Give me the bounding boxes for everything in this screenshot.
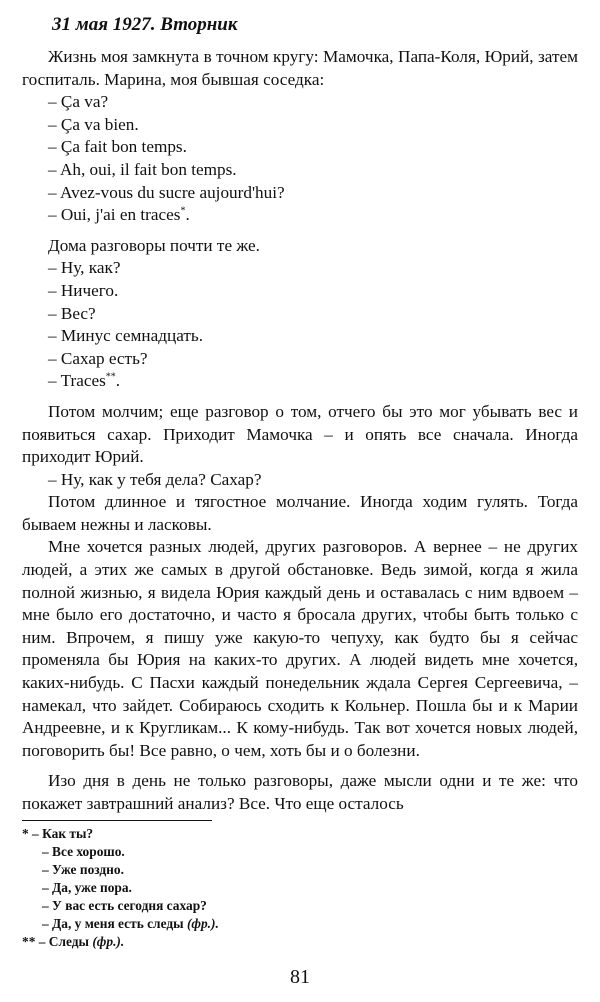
footnote-2-marker: ** – (22, 933, 46, 949)
paragraph-people: Мне хочется разных людей, других разговоров. А вернее – не других людей, а этих же самых в другой обстановке. Ведь зимой, когда я жила полной жизнью, я видела Юрия каждый день и оставалась с ним вдвоем – мне было его достаточно, и часто я бросала других, чтобы быть только с ним. Впрочем, я пишу уже какую-то чепуху, как будто бы я сейчас променяла бы Юрия на каких-то других. А людей видеть мне хочется, каких-нибудь. С Пасхи каждый понедельник ждала Сергея Сергеевича, – намекал, что зайдет. Собираюсь сходить к Кольнер. Пошла бы и к Марии Андреевне, и к Кругликам... К кому-нибудь. Так вот хочется новых людей, поговорить бы! Все равно, о чем, хоть бы и о болезни. (22, 537, 578, 760)
footnote-1-last (22, 915, 578, 933)
paragraph-analysis: Изо дня в день не только разговоры, даже мысли одни и те же: что покажет завтрашний анализ? Все. Что еще осталось (22, 771, 578, 813)
footnote-1-line: – Да, у меня есть следы (42, 915, 184, 931)
footnote-1-language: (фр.). (186, 915, 219, 931)
footnote-1-first (22, 825, 578, 843)
book-page (22, 12, 578, 992)
footnote-1-marker: * – (22, 825, 39, 841)
footnote-2-language: (фр.). (92, 933, 125, 949)
dialog-home (22, 257, 578, 393)
footnote-1-line: – У вас есть сегодня сахар? (42, 897, 207, 913)
footnote-marker: ** (105, 371, 116, 383)
dialog-line: – Ça va? (48, 92, 109, 112)
dialog-line: – Минус семнадцать. (48, 326, 204, 346)
footnote-2 (22, 933, 578, 951)
footnote-1-line: – Уже поздно. (42, 861, 124, 877)
dialog-line: – Ну, как? (48, 258, 121, 278)
dialog-line-with-footnote: – Oui, j'ai en traces*. (48, 205, 190, 225)
footnote-1-line: – Да, уже пора. (42, 879, 132, 895)
paragraph-walks: Потом длинное и тягостное молчание. Иногда ходим гулять. Тогда бываем нежны и ласковы. (22, 492, 578, 534)
spacer (22, 762, 578, 770)
dialog-line: – Ничего. (48, 280, 119, 300)
dialog-line-text: – Traces (48, 371, 106, 391)
dialog-line: – Ah, oui, il fait bon temps. (48, 159, 237, 179)
dialog-line: – Ça fait bon temps. (48, 137, 187, 157)
home-intro: Дома разговоры почти те же. (48, 235, 260, 255)
entry-body (22, 46, 578, 816)
dialog-line: – Сахар есть? (48, 348, 148, 368)
entry-date-title: 31 мая 1927. Вторник (52, 14, 238, 35)
dialog-line-text: – Oui, j'ai en traces (48, 205, 181, 225)
paragraph-silence: Потом молчим; еще разговор о том, отчего бы это мог убывать вес и появиться сахар. Приходит Мамочка – и опять все сначала. Иногда приходит Юрий. (22, 401, 578, 467)
dialog-line: – Avez-vous du sucre aujourd'hui? (48, 182, 285, 202)
intro-paragraph: Жизнь моя замкнута в точном кругу: Мамочка, Папа-Коля, Юрий, затем госпиталь. Марина, моя бывшая соседка: (22, 47, 578, 89)
footnote-1-line: Как ты? (42, 825, 94, 841)
dialog-line-with-footnote: – Traces**. (48, 371, 121, 391)
footnote-marker: * (180, 205, 186, 217)
footnote-2-text: Следы (48, 933, 89, 949)
footnote-divider (22, 820, 212, 821)
dialog-line: – Вес? (48, 303, 96, 323)
dialog-french (22, 91, 578, 227)
dialog-line: – Ну, как у тебя дела? Сахар? (48, 469, 262, 489)
page-number: 81 (290, 966, 310, 988)
footnote-1-line: – Все хорошо. (42, 843, 125, 859)
footnotes (22, 825, 578, 951)
dialog-line: – Ça va bien. (48, 114, 139, 134)
